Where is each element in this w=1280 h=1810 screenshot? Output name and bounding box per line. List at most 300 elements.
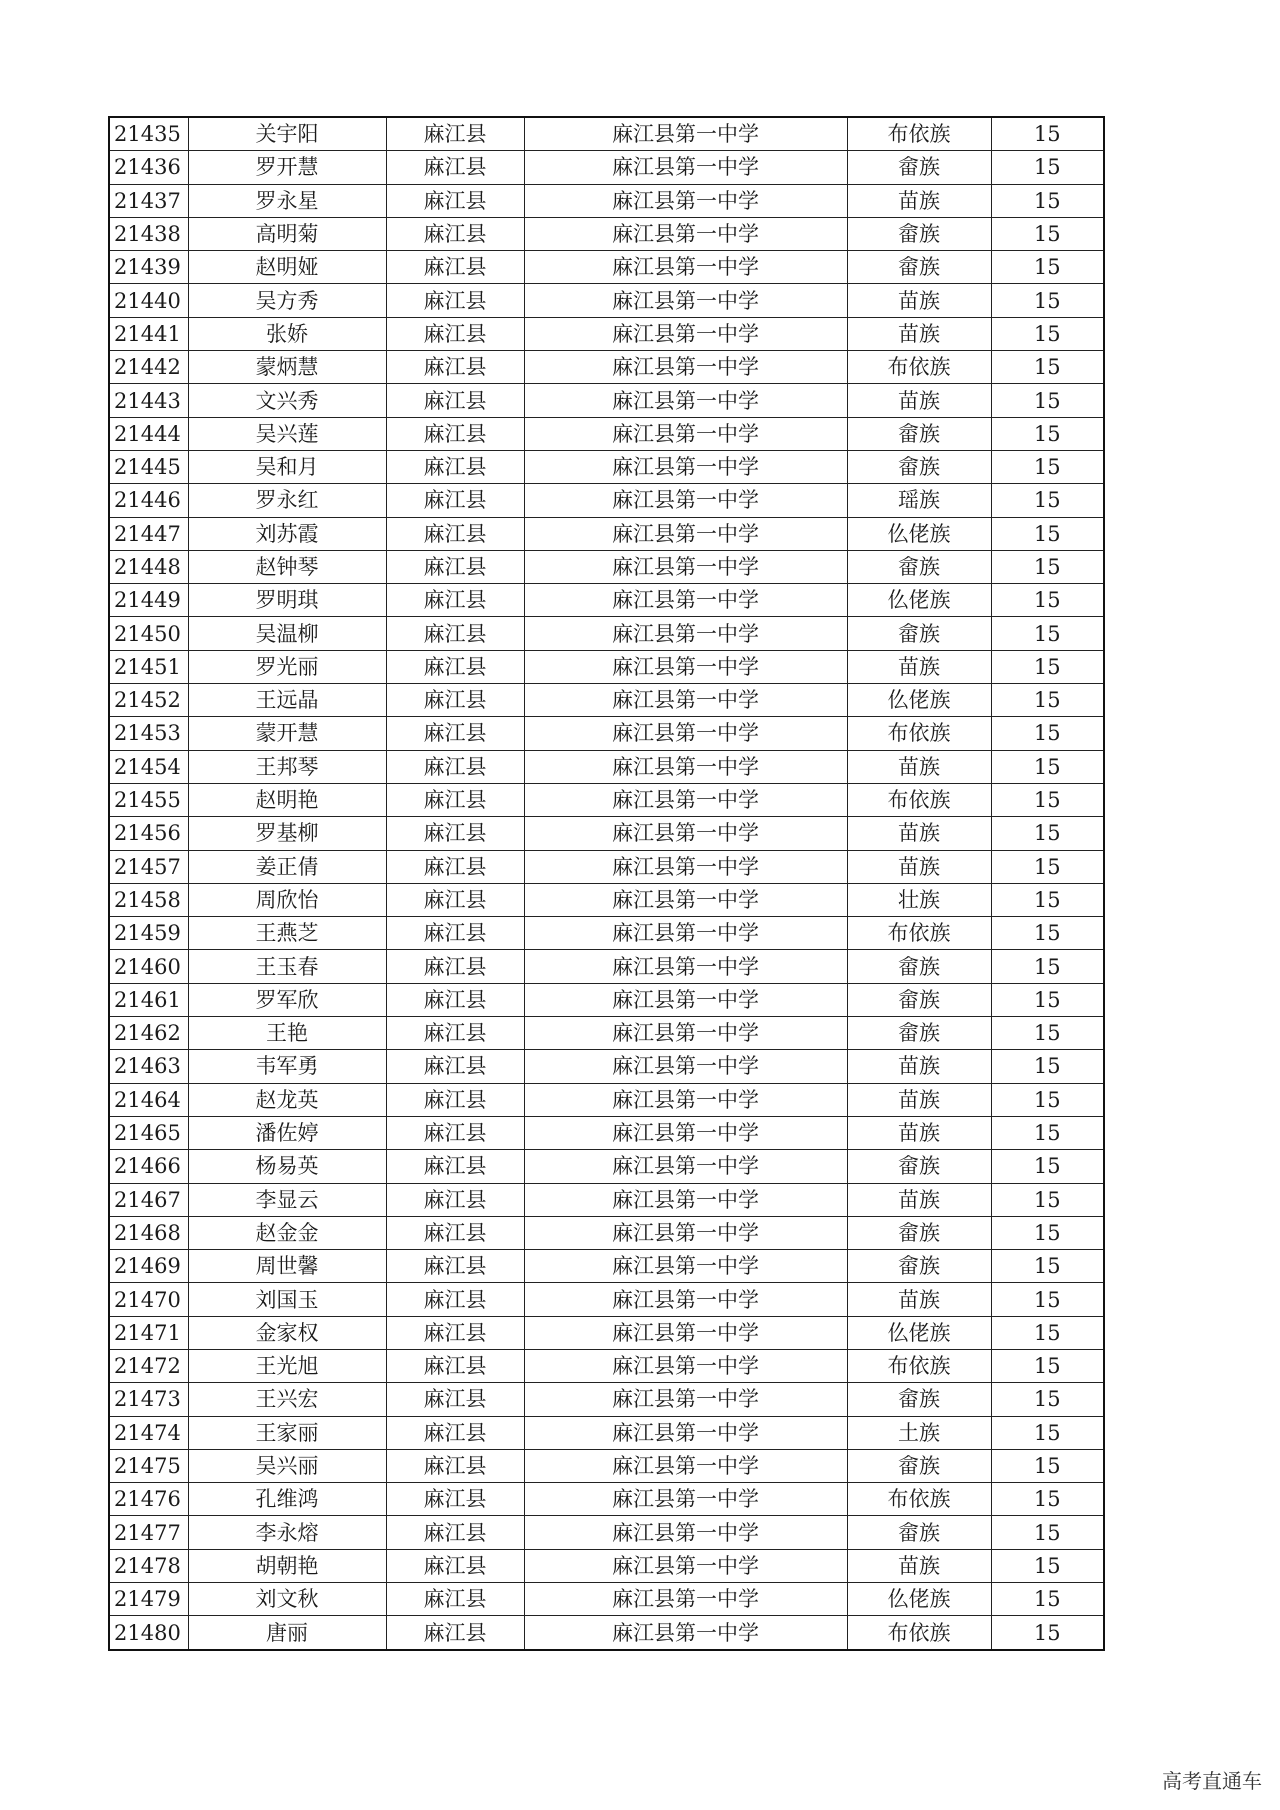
table-row (109, 1449, 1104, 1482)
school-cell: 麻江县第一中学 (524, 1383, 847, 1416)
exam-id-cell: 21470 (109, 1283, 188, 1316)
score-cell: 15 (991, 950, 1104, 983)
ethnicity-cell: 畲族 (847, 1017, 991, 1050)
score-cell: 15 (991, 1017, 1104, 1050)
name-cell: 潘佐婷 (188, 1116, 386, 1149)
roster-body (109, 117, 1104, 1650)
name-cell: 吴兴莲 (188, 417, 386, 450)
school-cell: 麻江县第一中学 (524, 617, 847, 650)
table-row (109, 351, 1104, 384)
exam-id-cell: 21467 (109, 1183, 188, 1216)
table-row (109, 917, 1104, 950)
exam-id-cell: 21463 (109, 1050, 188, 1083)
name-cell: 韦军勇 (188, 1050, 386, 1083)
county-cell: 麻江县 (386, 1316, 524, 1349)
table-row (109, 1616, 1104, 1650)
ethnicity-cell: 畲族 (847, 1150, 991, 1183)
school-cell: 麻江县第一中学 (524, 450, 847, 483)
name-cell: 王邦琴 (188, 750, 386, 783)
score-cell: 15 (991, 151, 1104, 184)
score-cell: 15 (991, 1383, 1104, 1416)
county-cell: 麻江县 (386, 251, 524, 284)
name-cell: 关宇阳 (188, 117, 386, 151)
exam-id-cell: 21450 (109, 617, 188, 650)
table-row (109, 1183, 1104, 1216)
ethnicity-cell: 苗族 (847, 317, 991, 350)
school-cell: 麻江县第一中学 (524, 883, 847, 916)
name-cell: 吴温柳 (188, 617, 386, 650)
table-row (109, 1116, 1104, 1149)
exam-id-cell: 21476 (109, 1483, 188, 1516)
school-cell: 麻江县第一中学 (524, 850, 847, 883)
school-cell: 麻江县第一中学 (524, 983, 847, 1016)
score-cell: 15 (991, 1416, 1104, 1449)
exam-id-cell: 21435 (109, 117, 188, 151)
county-cell: 麻江县 (386, 450, 524, 483)
county-cell: 麻江县 (386, 1416, 524, 1449)
score-cell: 15 (991, 1349, 1104, 1382)
school-cell: 麻江县第一中学 (524, 917, 847, 950)
ethnicity-cell: 布依族 (847, 917, 991, 950)
table-row (109, 317, 1104, 350)
exam-id-cell: 21448 (109, 550, 188, 583)
exam-id-cell: 21438 (109, 217, 188, 250)
school-cell: 麻江县第一中学 (524, 817, 847, 850)
name-cell: 罗永红 (188, 484, 386, 517)
county-cell: 麻江县 (386, 650, 524, 683)
score-cell: 15 (991, 517, 1104, 550)
score-cell: 15 (991, 484, 1104, 517)
name-cell: 蒙炳慧 (188, 351, 386, 384)
score-cell: 15 (991, 550, 1104, 583)
school-cell: 麻江县第一中学 (524, 117, 847, 151)
county-cell: 麻江县 (386, 217, 524, 250)
county-cell: 麻江县 (386, 351, 524, 384)
school-cell: 麻江县第一中学 (524, 1483, 847, 1516)
ethnicity-cell: 畲族 (847, 417, 991, 450)
name-cell: 吴兴丽 (188, 1449, 386, 1482)
ethnicity-cell: 布依族 (847, 1483, 991, 1516)
table-row (109, 850, 1104, 883)
ethnicity-cell: 苗族 (847, 750, 991, 783)
name-cell: 赵明艳 (188, 783, 386, 816)
score-cell: 15 (991, 1616, 1104, 1650)
name-cell: 罗永星 (188, 184, 386, 217)
table-row (109, 1216, 1104, 1249)
name-cell: 张娇 (188, 317, 386, 350)
table-row (109, 617, 1104, 650)
school-cell: 麻江县第一中学 (524, 1516, 847, 1549)
ethnicity-cell: 畲族 (847, 950, 991, 983)
county-cell: 麻江县 (386, 484, 524, 517)
score-cell: 15 (991, 351, 1104, 384)
county-cell: 麻江县 (386, 1250, 524, 1283)
exam-id-cell: 21469 (109, 1250, 188, 1283)
county-cell: 麻江县 (386, 1050, 524, 1083)
name-cell: 刘苏霞 (188, 517, 386, 550)
school-cell: 麻江县第一中学 (524, 750, 847, 783)
table-row (109, 584, 1104, 617)
county-cell: 麻江县 (386, 783, 524, 816)
school-cell: 麻江县第一中学 (524, 783, 847, 816)
table-row (109, 284, 1104, 317)
exam-id-cell: 21449 (109, 584, 188, 617)
score-cell: 15 (991, 417, 1104, 450)
score-cell: 15 (991, 450, 1104, 483)
county-cell: 麻江县 (386, 417, 524, 450)
score-cell: 15 (991, 684, 1104, 717)
score-cell: 15 (991, 1583, 1104, 1616)
ethnicity-cell: 畲族 (847, 450, 991, 483)
exam-id-cell: 21475 (109, 1449, 188, 1482)
ethnicity-cell: 畲族 (847, 251, 991, 284)
school-cell: 麻江县第一中学 (524, 317, 847, 350)
name-cell: 赵钟琴 (188, 550, 386, 583)
score-cell: 15 (991, 1083, 1104, 1116)
school-cell: 麻江县第一中学 (524, 1017, 847, 1050)
exam-id-cell: 21451 (109, 650, 188, 683)
school-cell: 麻江县第一中学 (524, 484, 847, 517)
exam-id-cell: 21466 (109, 1150, 188, 1183)
name-cell: 罗光丽 (188, 650, 386, 683)
school-cell: 麻江县第一中学 (524, 950, 847, 983)
ethnicity-cell: 苗族 (847, 384, 991, 417)
ethnicity-cell: 畲族 (847, 217, 991, 250)
score-cell: 15 (991, 1250, 1104, 1283)
exam-id-cell: 21459 (109, 917, 188, 950)
table-row (109, 1416, 1104, 1449)
school-cell: 麻江县第一中学 (524, 1250, 847, 1283)
school-cell: 麻江县第一中学 (524, 251, 847, 284)
ethnicity-cell: 苗族 (847, 1050, 991, 1083)
name-cell: 罗基柳 (188, 817, 386, 850)
score-cell: 15 (991, 1116, 1104, 1149)
county-cell: 麻江县 (386, 950, 524, 983)
county-cell: 麻江县 (386, 384, 524, 417)
school-cell: 麻江县第一中学 (524, 1616, 847, 1650)
school-cell: 麻江县第一中学 (524, 1283, 847, 1316)
name-cell: 周世馨 (188, 1250, 386, 1283)
score-cell: 15 (991, 384, 1104, 417)
table-row (109, 750, 1104, 783)
table-row (109, 1383, 1104, 1416)
school-cell: 麻江县第一中学 (524, 1050, 847, 1083)
county-cell: 麻江县 (386, 584, 524, 617)
name-cell: 王艳 (188, 1017, 386, 1050)
exam-id-cell: 21473 (109, 1383, 188, 1416)
ethnicity-cell: 畲族 (847, 983, 991, 1016)
exam-id-cell: 21442 (109, 351, 188, 384)
ethnicity-cell: 仫佬族 (847, 1316, 991, 1349)
table-row (109, 151, 1104, 184)
exam-id-cell: 21472 (109, 1349, 188, 1382)
exam-id-cell: 21444 (109, 417, 188, 450)
county-cell: 麻江县 (386, 1583, 524, 1616)
exam-id-cell: 21460 (109, 950, 188, 983)
exam-id-cell: 21456 (109, 817, 188, 850)
table-row (109, 1516, 1104, 1549)
table-row (109, 1583, 1104, 1616)
school-cell: 麻江县第一中学 (524, 151, 847, 184)
name-cell: 赵金金 (188, 1216, 386, 1249)
ethnicity-cell: 畲族 (847, 1516, 991, 1549)
school-cell: 麻江县第一中学 (524, 1150, 847, 1183)
exam-id-cell: 21436 (109, 151, 188, 184)
ethnicity-cell: 畲族 (847, 1216, 991, 1249)
table-row (109, 983, 1104, 1016)
name-cell: 吴方秀 (188, 284, 386, 317)
ethnicity-cell: 苗族 (847, 817, 991, 850)
table-row (109, 1017, 1104, 1050)
score-cell: 15 (991, 650, 1104, 683)
ethnicity-cell: 布依族 (847, 351, 991, 384)
county-cell: 麻江县 (386, 517, 524, 550)
exam-id-cell: 21439 (109, 251, 188, 284)
ethnicity-cell: 苗族 (847, 1549, 991, 1582)
name-cell: 王远晶 (188, 684, 386, 717)
score-cell: 15 (991, 983, 1104, 1016)
school-cell: 麻江县第一中学 (524, 417, 847, 450)
table-row (109, 1250, 1104, 1283)
county-cell: 麻江县 (386, 717, 524, 750)
exam-id-cell: 21457 (109, 850, 188, 883)
name-cell: 蒙开慧 (188, 717, 386, 750)
county-cell: 麻江县 (386, 917, 524, 950)
county-cell: 麻江县 (386, 1150, 524, 1183)
ethnicity-cell: 苗族 (847, 284, 991, 317)
table-row (109, 384, 1104, 417)
table-row (109, 883, 1104, 916)
name-cell: 高明菊 (188, 217, 386, 250)
ethnicity-cell: 土族 (847, 1416, 991, 1449)
county-cell: 麻江县 (386, 184, 524, 217)
county-cell: 麻江县 (386, 317, 524, 350)
ethnicity-cell: 苗族 (847, 1183, 991, 1216)
county-cell: 麻江县 (386, 151, 524, 184)
county-cell: 麻江县 (386, 284, 524, 317)
table-row (109, 783, 1104, 816)
score-cell: 15 (991, 284, 1104, 317)
exam-id-cell: 21471 (109, 1316, 188, 1349)
score-cell: 15 (991, 750, 1104, 783)
school-cell: 麻江县第一中学 (524, 1583, 847, 1616)
table-row (109, 217, 1104, 250)
table-row (109, 1050, 1104, 1083)
county-cell: 麻江县 (386, 1083, 524, 1116)
exam-id-cell: 21479 (109, 1583, 188, 1616)
county-cell: 麻江县 (386, 1283, 524, 1316)
table-row (109, 1549, 1104, 1582)
table-row (109, 484, 1104, 517)
name-cell: 金家权 (188, 1316, 386, 1349)
name-cell: 刘国玉 (188, 1283, 386, 1316)
name-cell: 王兴宏 (188, 1383, 386, 1416)
exam-id-cell: 21458 (109, 883, 188, 916)
ethnicity-cell: 苗族 (847, 1083, 991, 1116)
score-cell: 15 (991, 317, 1104, 350)
school-cell: 麻江县第一中学 (524, 517, 847, 550)
ethnicity-cell: 苗族 (847, 850, 991, 883)
roster-table (108, 116, 1105, 1651)
exam-id-cell: 21455 (109, 783, 188, 816)
score-cell: 15 (991, 1483, 1104, 1516)
school-cell: 麻江县第一中学 (524, 584, 847, 617)
table-row (109, 417, 1104, 450)
score-cell: 15 (991, 1150, 1104, 1183)
name-cell: 王光旭 (188, 1349, 386, 1382)
ethnicity-cell: 畲族 (847, 1449, 991, 1482)
name-cell: 王燕芝 (188, 917, 386, 950)
ethnicity-cell: 畲族 (847, 151, 991, 184)
score-cell: 15 (991, 883, 1104, 916)
name-cell: 王家丽 (188, 1416, 386, 1449)
school-cell: 麻江县第一中学 (524, 1183, 847, 1216)
name-cell: 罗军欣 (188, 983, 386, 1016)
exam-id-cell: 21462 (109, 1017, 188, 1050)
county-cell: 麻江县 (386, 550, 524, 583)
county-cell: 麻江县 (386, 817, 524, 850)
table-row (109, 1150, 1104, 1183)
school-cell: 麻江县第一中学 (524, 650, 847, 683)
table-row (109, 517, 1104, 550)
ethnicity-cell: 布依族 (847, 1349, 991, 1382)
table-row (109, 251, 1104, 284)
exam-id-cell: 21452 (109, 684, 188, 717)
ethnicity-cell: 布依族 (847, 717, 991, 750)
name-cell: 刘文秋 (188, 1583, 386, 1616)
score-cell: 15 (991, 251, 1104, 284)
table-row (109, 1483, 1104, 1516)
school-cell: 麻江县第一中学 (524, 1083, 847, 1116)
table-row (109, 550, 1104, 583)
score-cell: 15 (991, 117, 1104, 151)
school-cell: 麻江县第一中学 (524, 384, 847, 417)
ethnicity-cell: 畲族 (847, 1250, 991, 1283)
score-cell: 15 (991, 1183, 1104, 1216)
exam-id-cell: 21453 (109, 717, 188, 750)
county-cell: 麻江县 (386, 117, 524, 151)
ethnicity-cell: 布依族 (847, 1616, 991, 1650)
exam-id-cell: 21445 (109, 450, 188, 483)
ethnicity-cell: 苗族 (847, 1116, 991, 1149)
ethnicity-cell: 畲族 (847, 617, 991, 650)
ethnicity-cell: 苗族 (847, 1283, 991, 1316)
county-cell: 麻江县 (386, 1516, 524, 1549)
score-cell: 15 (991, 783, 1104, 816)
county-cell: 麻江县 (386, 1616, 524, 1650)
county-cell: 麻江县 (386, 684, 524, 717)
school-cell: 麻江县第一中学 (524, 717, 847, 750)
school-cell: 麻江县第一中学 (524, 1116, 847, 1149)
score-cell: 15 (991, 184, 1104, 217)
name-cell: 李永熔 (188, 1516, 386, 1549)
exam-id-cell: 21478 (109, 1549, 188, 1582)
school-cell: 麻江县第一中学 (524, 1449, 847, 1482)
score-cell: 15 (991, 584, 1104, 617)
table-row (109, 650, 1104, 683)
exam-id-cell: 21441 (109, 317, 188, 350)
exam-id-cell: 21477 (109, 1516, 188, 1549)
county-cell: 麻江县 (386, 750, 524, 783)
county-cell: 麻江县 (386, 1349, 524, 1382)
name-cell: 罗开慧 (188, 151, 386, 184)
score-cell: 15 (991, 1516, 1104, 1549)
name-cell: 姜正倩 (188, 850, 386, 883)
table-row (109, 684, 1104, 717)
ethnicity-cell: 苗族 (847, 184, 991, 217)
county-cell: 麻江县 (386, 1017, 524, 1050)
county-cell: 麻江县 (386, 1383, 524, 1416)
county-cell: 麻江县 (386, 1549, 524, 1582)
score-cell: 15 (991, 1050, 1104, 1083)
exam-id-cell: 21461 (109, 983, 188, 1016)
county-cell: 麻江县 (386, 1483, 524, 1516)
exam-id-cell: 21474 (109, 1416, 188, 1449)
table-row (109, 1316, 1104, 1349)
name-cell: 孔维鸿 (188, 1483, 386, 1516)
name-cell: 罗明琪 (188, 584, 386, 617)
ethnicity-cell: 布依族 (847, 783, 991, 816)
county-cell: 麻江县 (386, 1449, 524, 1482)
ethnicity-cell: 壮族 (847, 883, 991, 916)
table-row (109, 1283, 1104, 1316)
exam-id-cell: 21454 (109, 750, 188, 783)
school-cell: 麻江县第一中学 (524, 1316, 847, 1349)
ethnicity-cell: 仫佬族 (847, 1583, 991, 1616)
county-cell: 麻江县 (386, 617, 524, 650)
school-cell: 麻江县第一中学 (524, 684, 847, 717)
ethnicity-cell: 苗族 (847, 650, 991, 683)
county-cell: 麻江县 (386, 1216, 524, 1249)
score-cell: 15 (991, 717, 1104, 750)
ethnicity-cell: 瑶族 (847, 484, 991, 517)
table-row (109, 1349, 1104, 1382)
exam-id-cell: 21480 (109, 1616, 188, 1650)
score-cell: 15 (991, 617, 1104, 650)
score-cell: 15 (991, 1216, 1104, 1249)
exam-id-cell: 21447 (109, 517, 188, 550)
name-cell: 胡朝艳 (188, 1549, 386, 1582)
exam-id-cell: 21464 (109, 1083, 188, 1116)
exam-id-cell: 21465 (109, 1116, 188, 1149)
watermark-text: 高考直通车 (1162, 1769, 1262, 1793)
score-cell: 15 (991, 917, 1104, 950)
ethnicity-cell: 布依族 (847, 117, 991, 151)
table-row (109, 717, 1104, 750)
name-cell: 杨易英 (188, 1150, 386, 1183)
county-cell: 麻江县 (386, 983, 524, 1016)
table-row (109, 450, 1104, 483)
county-cell: 麻江县 (386, 1183, 524, 1216)
county-cell: 麻江县 (386, 850, 524, 883)
school-cell: 麻江县第一中学 (524, 217, 847, 250)
name-cell: 吴和月 (188, 450, 386, 483)
school-cell: 麻江县第一中学 (524, 1216, 847, 1249)
county-cell: 麻江县 (386, 883, 524, 916)
name-cell: 周欣怡 (188, 883, 386, 916)
score-cell: 15 (991, 217, 1104, 250)
name-cell: 文兴秀 (188, 384, 386, 417)
ethnicity-cell: 仫佬族 (847, 584, 991, 617)
school-cell: 麻江县第一中学 (524, 284, 847, 317)
score-cell: 15 (991, 1283, 1104, 1316)
name-cell: 赵龙英 (188, 1083, 386, 1116)
ethnicity-cell: 仫佬族 (847, 517, 991, 550)
table-row (109, 184, 1104, 217)
exam-id-cell: 21437 (109, 184, 188, 217)
exam-id-cell: 21443 (109, 384, 188, 417)
score-cell: 15 (991, 1549, 1104, 1582)
